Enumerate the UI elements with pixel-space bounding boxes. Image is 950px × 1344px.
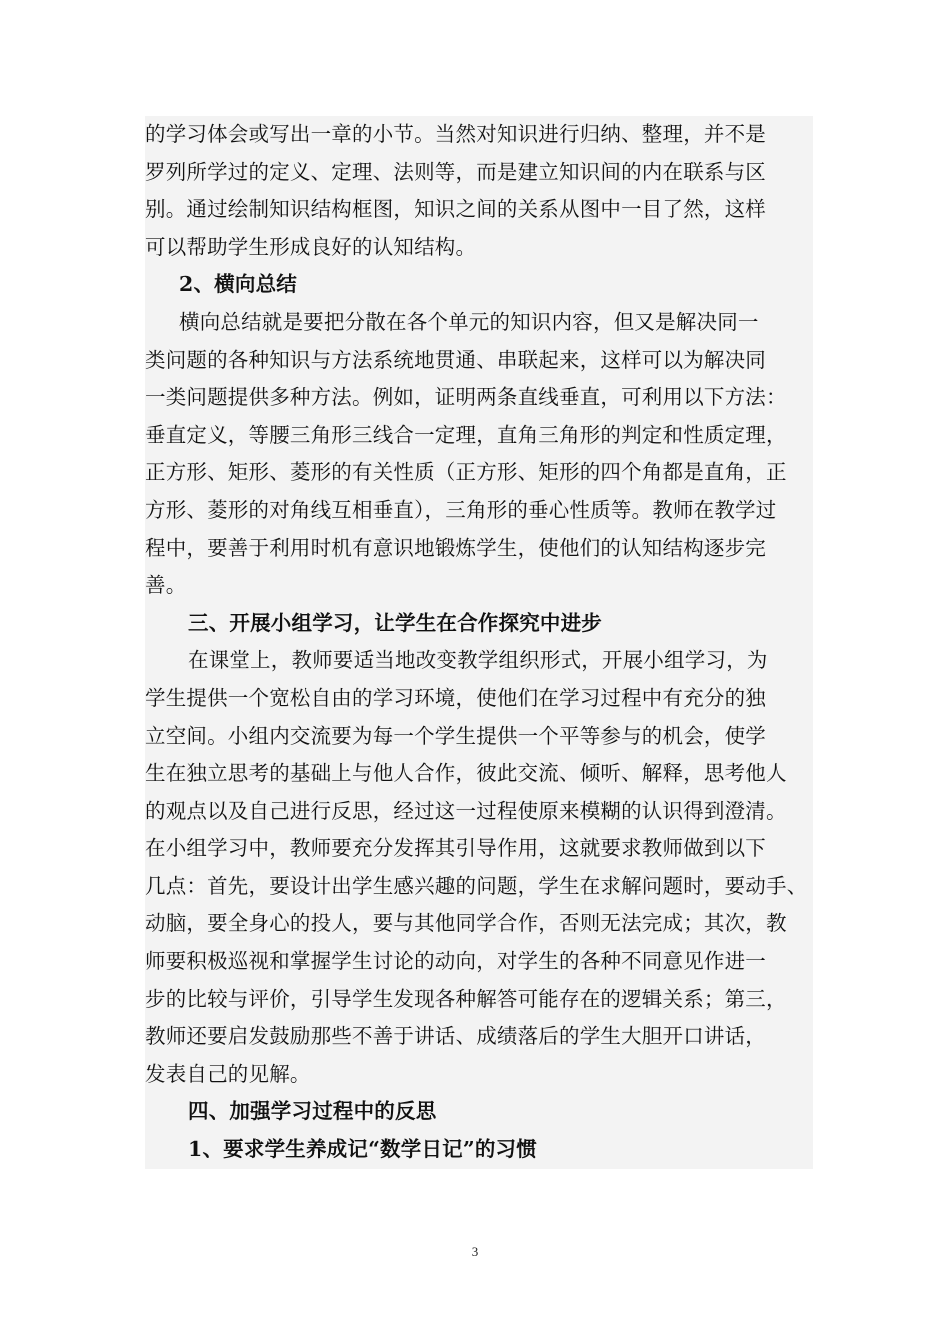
- body-text-line: 步的比较与评价，引导学生发现各种解答可能存在的逻辑关系；第三，: [145, 981, 813, 1019]
- body-text-line: 横向总结就是要把分散在各个单元的知识内容，但又是解决同一: [145, 304, 813, 342]
- body-text-line: 善。: [145, 567, 813, 605]
- body-text-line: 罗列所学过的定义、定理、法则等，而是建立知识间的内在联系与区: [145, 154, 813, 192]
- section-heading: 2、横向总结: [145, 266, 813, 304]
- body-text-line: 师要积极巡视和掌握学生讨论的动向，对学生的各种不同意见作进一: [145, 943, 813, 981]
- body-text-line: 程中，要善于利用时机有意识地锻炼学生，使他们的认知结构逐步完: [145, 530, 813, 568]
- body-text-line: 生在独立思考的基础上与他人合作，彼此交流、倾听、解释，思考他人: [145, 755, 813, 793]
- document-body: [145, 116, 813, 1169]
- body-text-line: 方形、菱形的对角线互相垂直），三角形的垂心性质等。教师在教学过: [145, 492, 813, 530]
- body-text-line: 几点：首先，要设计出学生感兴趣的问题，学生在求解问题时，要动手、: [145, 868, 813, 906]
- body-text-line: 的学习体会或写出一章的小节。当然对知识进行归纳、整理，并不是: [145, 116, 813, 154]
- body-text-line: 正方形、矩形、菱形的有关性质（正方形、矩形的四个角都是直角，正: [145, 454, 813, 492]
- body-text-line: 垂直定义，等腰三角形三线合一定理，直角三角形的判定和性质定理，: [145, 417, 813, 455]
- body-text-line: 发表自己的见解。: [145, 1056, 813, 1094]
- body-text-line: 的观点以及自己进行反思，经过这一过程使原来模糊的认识得到澄清。: [145, 793, 813, 831]
- body-text-line: 可以帮助学生形成良好的认知结构。: [145, 229, 813, 267]
- body-text-line: 立空间。小组内交流要为每一个学生提供一个平等参与的机会，使学: [145, 718, 813, 756]
- body-text-line: 一类问题提供多种方法。例如，证明两条直线垂直，可利用以下方法：: [145, 379, 813, 417]
- body-text-line: 动脑，要全身心的投人，要与其他同学合作，否则无法完成；其次，教: [145, 905, 813, 943]
- body-text-line: 在小组学习中，教师要充分发挥其引导作用，这就要求教师做到以下: [145, 830, 813, 868]
- body-text-line: 学生提供一个宽松自由的学习环境，使他们在学习过程中有充分的独: [145, 680, 813, 718]
- page-number: 3: [471, 1244, 479, 1259]
- body-text-line: 别。通过绘制知识结构框图，知识之间的关系从图中一目了然，这样: [145, 191, 813, 229]
- body-text-line: 在课堂上，教师要适当地改变教学组织形式，开展小组学习，为: [145, 642, 813, 680]
- section-heading: 三、开展小组学习，让学生在合作探究中进步: [145, 605, 813, 643]
- section-heading: 四、加强学习过程中的反思: [145, 1093, 813, 1131]
- section-heading: 1、要求学生养成记“数学日记”的习惯: [145, 1131, 813, 1169]
- body-text-line: 类问题的各种知识与方法系统地贯通、串联起来，这样可以为解决同: [145, 342, 813, 380]
- body-text-line: 教师还要启发鼓励那些不善于讲话、成绩落后的学生大胆开口讲话，: [145, 1018, 813, 1056]
